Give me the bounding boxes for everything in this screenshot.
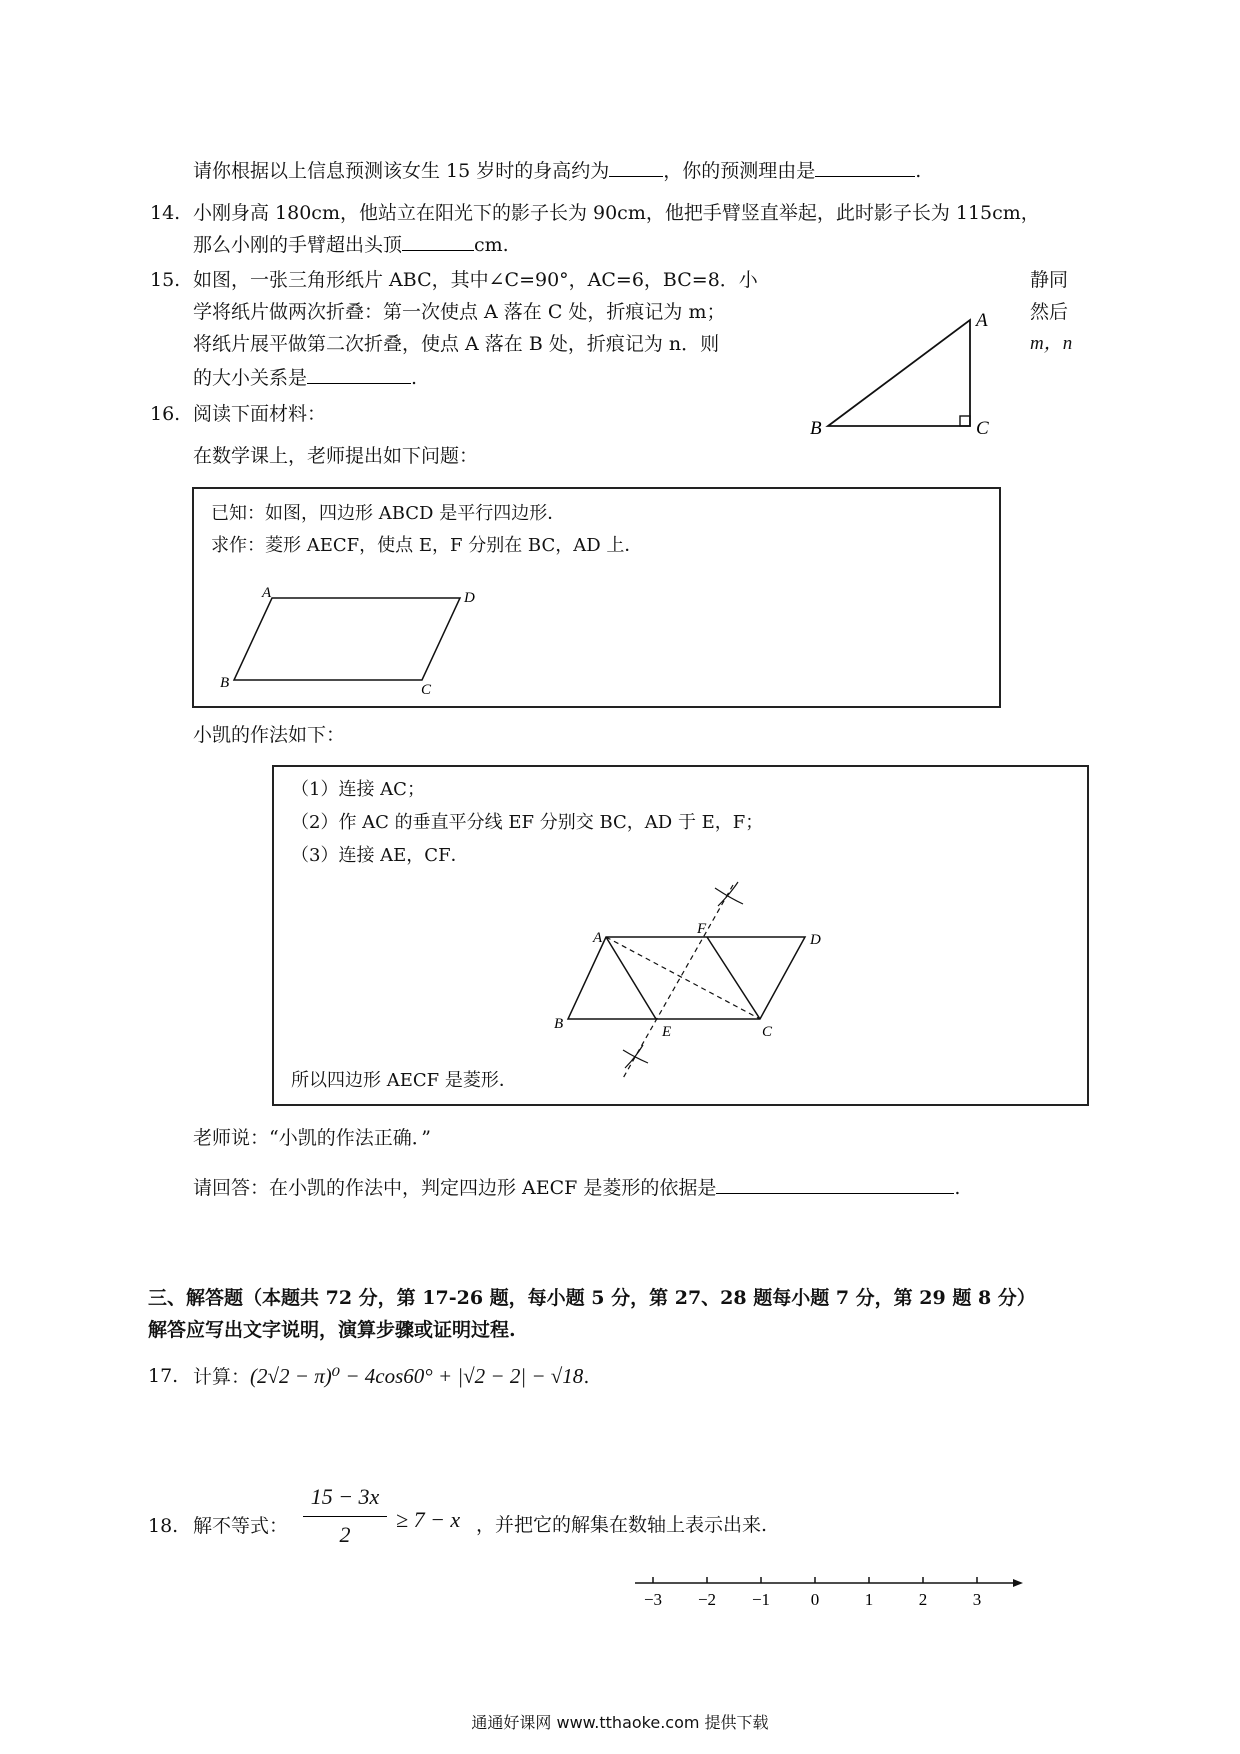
q17-expression: (2√2 − π)⁰ − 4cos60° + |√2 − 2| − √18 [250,1364,584,1388]
number-line-tick-label: 3 [972,1590,982,1609]
arc-mark-top [715,888,743,904]
step-1: （1）连接 AC； [291,779,425,800]
q16-question [193,1172,960,1204]
label-b: B [220,675,230,691]
section-title: 三、解答题（本题共 72 分，第 17-26 题，每小题 5 分，第 27、28 题每小题 7 分，第 29 题 8 分） [148,1287,1036,1309]
q17-end: . [583,1366,590,1388]
diagonal-ac [606,937,760,1019]
label-d: D [464,590,475,606]
label-f: F [697,921,707,937]
q15-right3: m，n [1030,333,1073,354]
q14-line2-text: 那么小刚的手臂超出头顶 [193,234,403,256]
q15-right2: 然后 [1030,301,1069,323]
q18-suffix: ，并把它的解集在数轴上表示出来. [476,1514,768,1536]
number-line-tick-label: 0 [810,1590,820,1609]
number-line-tick-label: −3 [643,1590,663,1609]
rhombus-construction-figure [540,870,840,1095]
q16-question-text: 请回答：在小凯的作法中，判定四边形 AECF 是菱形的依据是 [193,1177,717,1199]
number-line-tick-label: −1 [751,1590,771,1609]
q17-prefix: 计算： [193,1366,251,1388]
q18-number: 18. [148,1515,179,1537]
triangle-abc-figure [800,300,1000,440]
q16-number: 16. [150,403,181,425]
footer-text: 通通好课网 www.tthaoke.com 提供下载 [471,1713,769,1732]
q15-line4-text: 的大小关系是 [193,367,308,389]
q13-text: 请你根据以上信息预测该女生 15 岁时的身高约为 [193,160,610,182]
q18-rhs: ≥ 7 − x [396,1507,461,1532]
answer-blank[interactable] [716,1173,954,1194]
label-a: A [262,585,272,601]
triangle-abc [828,320,970,426]
label-c: C [762,1024,773,1040]
label-c: C [976,418,989,439]
box1-line2: 求作：菱形 AECF，使点 E，F 分别在 BC，AD 上． [211,535,643,556]
parallelogram-abcd [234,598,460,680]
parallelogram-abcd-figure [215,580,495,700]
label-d: D [810,932,821,948]
q17-line [193,1360,589,1393]
q15-line3: 将纸片展平做第二次折叠，使点 A 落在 B 处，折痕记为 n．则 [193,333,720,355]
q13-mid: ，你的预测理由是 [663,160,816,182]
q15-line2: 学将纸片做两次折叠：第一次使点 A 落在 C 处，折痕记为 m； [193,301,726,323]
label-b: B [554,1016,564,1032]
parallelogram-abcd [568,937,805,1019]
q18-denominator: 2 [339,1522,351,1547]
section-subtitle: 解答应写出文字说明，演算步骤或证明过程. [148,1319,516,1341]
step-3: （3）连接 AE，CF． [291,845,469,866]
method-intro: 小凯的作法如下： [193,724,346,746]
q18-prefix: 解不等式： [193,1515,289,1537]
label-a: A [593,930,603,946]
answer-blank[interactable] [307,363,411,384]
q14-line1: 小刚身高 180cm，他站立在阳光下的影子长为 90cm，他把手臂竖直举起，此时影子长为 115cm， [193,202,1040,224]
q15-right1: 静同 [1030,269,1069,291]
label-a: A [976,310,988,331]
label-e: E [662,1024,672,1040]
arrow-right-icon [1013,1579,1023,1587]
teacher-comment: 老师说：“小凯的作法正确．” [193,1127,431,1149]
q15-number: 15. [150,269,181,291]
answer-blank[interactable] [815,156,915,177]
segment-cf [707,937,760,1019]
q15-line4 [193,362,417,394]
conclusion: 所以四边形 AECF 是菱形． [291,1070,517,1091]
right-angle-mark [960,416,970,426]
fraction-bar [303,1516,387,1517]
number-line-tick-label: −2 [697,1590,717,1609]
number-line-tick-label: 1 [864,1590,874,1609]
segment-ae [606,937,656,1019]
q13-line [193,155,921,187]
q16-intro: 在数学课上，老师提出如下问题： [193,445,479,467]
q14-number: 14. [150,202,181,224]
q13-end: . [915,160,922,182]
q15-end: . [411,367,418,389]
number-line-tick-label: 2 [918,1590,928,1609]
q18-numerator: 15 − 3x [310,1484,380,1509]
step-2: （2）作 AC 的垂直平分线 EF 分别交 BC，AD 于 E，F； [291,812,764,833]
answer-blank[interactable] [402,230,474,251]
label-c: C [421,682,432,698]
q15-line1: 如图，一张三角形纸片 ABC，其中∠C=90°，AC=6，BC=8．小 [193,269,758,291]
number-line-ticks [644,1577,981,1609]
q14-unit: cm. [474,234,509,256]
q14-line2 [193,229,509,261]
number-line [625,1565,1025,1610]
label-b: B [810,418,822,439]
q16-end: . [954,1177,961,1199]
q16-title: 阅读下面材料： [193,403,327,425]
box1-line1: 已知：如图，四边形 ABCD 是平行四边形． [211,503,566,524]
answer-blank[interactable] [609,156,663,177]
q17-number: 17. [148,1365,179,1387]
